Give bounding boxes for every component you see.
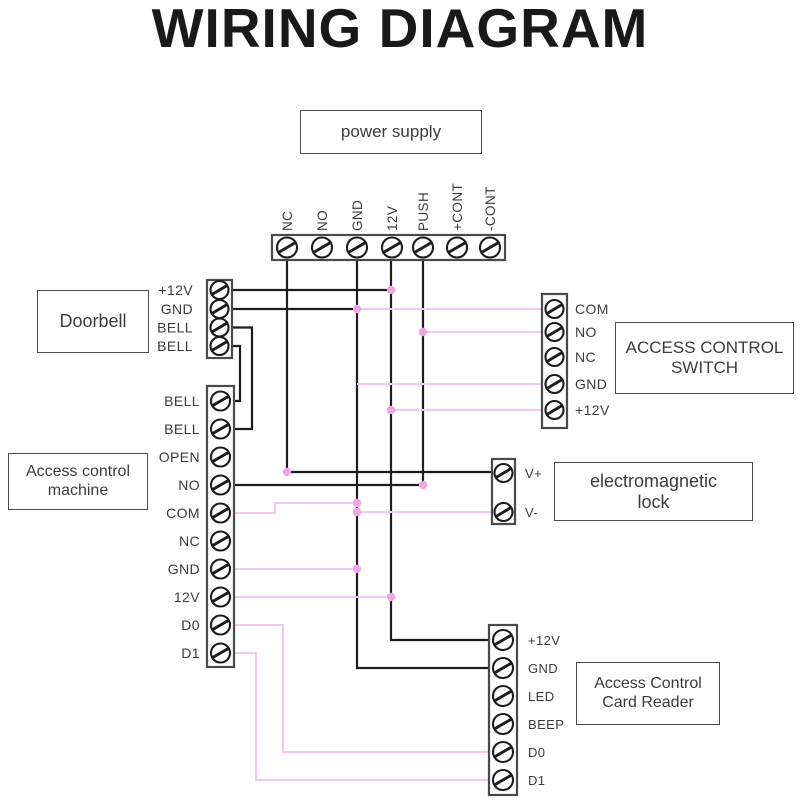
terminal-label: BELL <box>157 338 193 354</box>
electromagnetic-lock-label-line2: lock <box>637 491 670 512</box>
terminal-label: GND <box>575 376 608 392</box>
junction-dot <box>387 286 395 294</box>
terminal-screw-icon <box>546 323 564 341</box>
terminal-label: 12V <box>385 205 400 231</box>
access-control-machine-label-line2: machine <box>47 481 109 499</box>
doorbell-box <box>37 290 149 353</box>
terminal-label: D0 <box>528 745 546 760</box>
terminal-label: D1 <box>181 645 200 661</box>
terminal-label: D0 <box>181 617 200 633</box>
terminal-screw-icon <box>211 532 230 551</box>
terminal-strips-layer <box>157 183 610 795</box>
terminal-label: LED <box>528 689 555 704</box>
access-control-machine-label-line1: Access control <box>25 463 131 481</box>
junction-dot <box>387 593 395 601</box>
terminal-screw-icon <box>413 238 433 258</box>
terminal-screw-icon <box>493 714 513 734</box>
terminal-screw-icon <box>211 560 230 579</box>
access-control-switch-terminal-strip <box>542 294 610 428</box>
terminal-screw-icon <box>277 238 297 258</box>
terminal-screw-icon <box>211 644 230 663</box>
access-control-switch-label-line2: SWITCH <box>670 358 739 377</box>
terminal-label: NC <box>178 533 200 549</box>
terminal-screw-icon <box>211 300 229 318</box>
junction-dot <box>353 508 361 516</box>
terminal-label: +12V <box>158 282 193 298</box>
terminal-label: GND <box>528 661 559 676</box>
junction-dot <box>419 481 427 489</box>
terminal-label: +12V <box>575 402 610 418</box>
diagram-title: WIRING DIAGRAM <box>151 0 649 59</box>
terminal-label: V- <box>525 505 539 520</box>
terminal-screw-icon <box>546 348 564 366</box>
terminal-label: PUSH <box>416 191 431 231</box>
junction-dot <box>353 305 361 313</box>
junction-dot <box>353 565 361 573</box>
terminal-screw-icon <box>211 616 230 635</box>
junction-dot <box>419 328 427 336</box>
terminal-screw-icon <box>211 319 229 337</box>
terminal-label: BEEP <box>528 717 565 732</box>
terminal-label: GND <box>350 199 365 231</box>
terminal-screw-icon <box>211 281 229 299</box>
access-control-switch-box <box>615 322 794 394</box>
access-control-machine-terminal-strip <box>159 386 234 667</box>
terminal-screw-icon <box>480 238 500 258</box>
electromagnetic-lock-label-line1: electromagnetic <box>589 470 718 491</box>
terminal-screw-icon <box>211 504 230 523</box>
terminal-screw-icon <box>211 448 230 467</box>
power-supply-terminal-strip <box>272 183 505 260</box>
terminal-label: +12V <box>528 633 561 648</box>
terminal-screw-icon <box>495 503 513 521</box>
wire-machine-com-to-power-gnd-line <box>234 503 357 513</box>
junction-dot <box>283 468 291 476</box>
terminal-screw-icon <box>546 401 564 419</box>
terminal-label: D1 <box>528 773 546 788</box>
terminal-screw-icon <box>546 375 564 393</box>
terminal-label: NC <box>575 349 597 365</box>
terminal-screw-icon <box>211 588 230 607</box>
terminal-screw-icon <box>447 238 467 258</box>
terminal-screw-icon <box>382 238 402 258</box>
wire-machine-d1-to-reader-d1 <box>234 653 489 780</box>
terminal-screw-icon <box>211 392 230 411</box>
access-control-switch-label-line1: ACCESS CONTROL <box>625 338 784 358</box>
terminal-label: BELL <box>164 421 200 437</box>
terminal-screw-icon <box>211 476 230 495</box>
terminal-label: NO <box>315 209 330 231</box>
wire-machine-d0-to-reader-d0 <box>234 625 489 752</box>
card-reader-label-line1: Access Control <box>594 675 702 693</box>
electromagnetic-lock-box <box>554 462 753 521</box>
card-reader-box <box>576 662 720 725</box>
access-control-machine-box <box>8 453 148 510</box>
terminal-label: NO <box>575 324 597 340</box>
junction-dot <box>353 499 361 507</box>
terminal-label: 12V <box>173 589 200 605</box>
junction-dot <box>387 406 395 414</box>
terminal-screw-icon <box>493 658 513 678</box>
terminal-label: GND <box>167 561 200 577</box>
terminal-screw-icon <box>493 686 513 706</box>
terminal-screw-icon <box>495 464 513 482</box>
terminal-label: +CONT <box>450 182 465 231</box>
terminal-screw-icon <box>493 742 513 762</box>
wire-power-12v-to-reader--12v <box>391 260 489 640</box>
terminal-label: V+ <box>525 466 543 481</box>
terminal-label: OPEN <box>158 449 200 465</box>
terminal-label: COM <box>166 505 200 521</box>
terminal-screw-icon <box>493 770 513 790</box>
terminal-label: NO <box>178 477 200 493</box>
terminal-label: BELL <box>164 393 200 409</box>
doorbell-label: Doorbell <box>59 311 127 332</box>
power-supply-box <box>300 110 482 154</box>
terminal-screw-icon <box>493 630 513 650</box>
power-supply-label: power supply <box>340 122 442 142</box>
terminal-label: COM <box>575 301 609 317</box>
junction-dots-layer <box>283 286 427 601</box>
terminal-label: GND <box>160 301 193 317</box>
terminal-screw-icon <box>347 238 367 258</box>
card-reader-label-line2: Card Reader <box>602 693 694 711</box>
doorbell-terminal-strip <box>157 280 232 358</box>
terminal-label: -CONT <box>483 186 498 231</box>
card-reader-terminal-strip <box>489 625 564 795</box>
terminal-label: NC <box>280 210 295 231</box>
terminal-screw-icon <box>546 300 564 318</box>
terminal-screw-icon <box>312 238 332 258</box>
electromagnetic-lock-terminal-strip <box>492 459 542 524</box>
terminal-label: BELL <box>157 319 193 336</box>
terminal-screw-icon <box>211 420 230 439</box>
terminal-screw-icon <box>211 337 229 355</box>
